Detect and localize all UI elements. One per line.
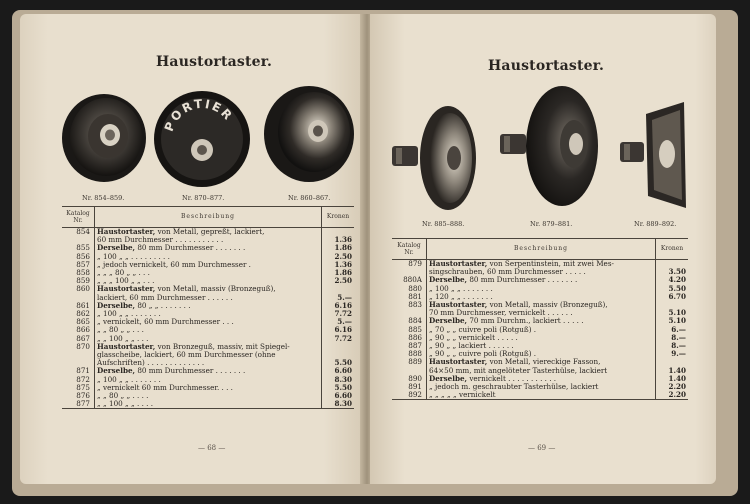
table-row [62, 367, 354, 375]
price: 4.20 [656, 276, 689, 284]
table-row [62, 277, 354, 285]
table-row [392, 268, 688, 276]
description: singschrauben, 60 mm Durchmesser . . . . . [429, 268, 586, 277]
table-row [392, 326, 688, 334]
lead-word: Derselbe, [97, 367, 136, 376]
catalog-number: 888 [392, 350, 427, 358]
table-row [392, 375, 688, 383]
table-row [392, 301, 688, 309]
portier-badge-text: PORTIER [161, 96, 236, 134]
left-page-number: — 68 — [198, 444, 226, 452]
caption-854: Nr. 854–859. [82, 194, 125, 202]
catalog-number: 859 [62, 277, 95, 285]
price [322, 343, 355, 351]
catalog-number: 862 [62, 310, 95, 318]
catalog-number: 877 [62, 400, 95, 409]
catalog-number: 889 [392, 358, 427, 366]
catalog-number: 860 [62, 285, 95, 293]
description: „ „ 100 „ „ . . . . [95, 400, 322, 409]
lead-word: Haustortaster, [429, 301, 488, 310]
price: 8.— [656, 334, 689, 342]
table-row [392, 342, 688, 350]
description: Haustortaster, von Metall, massiv (Bronzeguß), [429, 301, 608, 310]
catalog-number: 866 [62, 326, 95, 334]
table-row [392, 334, 688, 342]
price: 5.— [322, 318, 355, 326]
table-row [62, 269, 354, 277]
table-row [392, 350, 688, 358]
catalog-number: 875 [62, 384, 95, 392]
table-row [392, 293, 688, 301]
description: „ vernickelt, 60 mm Durchmesser . . . [97, 318, 234, 327]
description: „ „ 80 „ „ . . . [97, 326, 144, 335]
table-row [62, 335, 354, 343]
table-row [62, 392, 354, 400]
left-page-title: Haustortaster. [156, 54, 273, 70]
price: 6.60 [322, 392, 355, 400]
price: 2.20 [656, 383, 689, 391]
price: 1.40 [656, 367, 689, 375]
catalog-number: 886 [392, 334, 427, 342]
description: 70 mm Durchmesser, vernickelt . . . . . . [429, 309, 573, 318]
price: 8.30 [322, 400, 355, 409]
table-row [62, 376, 354, 384]
table-row [62, 400, 354, 409]
catalog-number: 872 [62, 376, 95, 384]
table-row [62, 294, 354, 302]
description: Haustortaster, von Metall, gepreßt, lackiert, [97, 227, 265, 236]
catalog-number: 891 [392, 383, 427, 391]
table-row [392, 309, 688, 317]
catalog-number: 858 [62, 269, 95, 277]
description: „ „ 80 „ „ . . . . [97, 392, 149, 401]
catalog-number: 871 [62, 367, 95, 375]
caption-870: Nr. 870–877. [182, 194, 225, 202]
right-catalog-table [392, 238, 688, 400]
description: „ „ 100 „ „ . . . [97, 334, 149, 343]
description: „ jedoch m. geschraubter Tasterhülse, lackiert [429, 383, 599, 392]
price: 6.16 [322, 302, 355, 310]
caption-860: Nr. 860–867. [288, 194, 331, 202]
table-row [62, 302, 354, 310]
description: 64×50 mm, mit angelöteter Tasterhülse, lackiert [429, 366, 608, 375]
table-row [62, 285, 354, 293]
catalog-number: 880A [392, 276, 427, 284]
description: „ „ „ 80 „ „ . . . [97, 269, 150, 278]
description: Haustortaster, von Serpentinstein, mit zwei Mes- [429, 259, 614, 268]
description: „ 70 „ „ cuivre poli (Rotguß) . [429, 325, 537, 334]
table-row [62, 310, 354, 318]
catalog-number: 861 [62, 302, 95, 310]
description: Derselbe, 80 mm Durchmesser . . . . . . . [97, 367, 246, 376]
price: 5.50 [322, 384, 355, 392]
description: „ „ „ „ „ vernickelt [427, 391, 656, 400]
catalog-number: 865 [62, 318, 95, 326]
description: lackiert, 60 mm Durchmesser . . . . . . [97, 293, 233, 302]
description: Derselbe, 80 mm Durchmesser . . . . . . . [97, 244, 246, 253]
lead-word: Haustortaster, [97, 227, 156, 236]
price: 5.50 [322, 359, 355, 367]
price: 3.50 [656, 268, 689, 276]
description: glasscheibe, lackiert, 60 mm Durchmesser (ohne [97, 351, 276, 360]
description: „ 100 „ „ . . . . . . . . . [97, 252, 170, 261]
catalog-number: 890 [392, 375, 427, 383]
catalog-number: 854 [62, 228, 95, 237]
table-row [392, 260, 688, 269]
catalog-number: 879 [392, 260, 427, 269]
price: 7.72 [322, 310, 355, 318]
table-row [62, 228, 354, 237]
description: Aufschriften) . . . . . . . . . . . . . [97, 359, 205, 368]
table-row [62, 359, 354, 367]
lead-word: Derselbe, [429, 374, 468, 383]
catalog-number: 885 [392, 326, 427, 334]
lead-word: Haustortaster, [429, 358, 488, 367]
lead-word: Derselbe, [429, 276, 468, 285]
price: 6.— [656, 326, 689, 334]
description: Derselbe, vernickelt . . . . . . . . . . . [429, 374, 557, 383]
description: „ 90 „ „ cuivre poli (Rotguß) . [429, 350, 537, 359]
lead-word: Haustortaster, [97, 285, 156, 294]
right-page-title: Haustortaster. [488, 58, 605, 74]
description: „ 100 „ „ . . . . . . . [97, 310, 161, 319]
caption-885: Nr. 885–888. [422, 220, 465, 228]
description: Derselbe, 80 „ „ . . . . . . . [97, 301, 191, 310]
description: Haustortaster, von Bronzeguß, massiv, mit Spiegel- [97, 342, 290, 351]
description: „ 90 „ „ lackiert . . . . . . [429, 342, 514, 351]
doorbell-image-889 [620, 100, 690, 216]
doorbell-image-860 [262, 84, 356, 184]
catalog-number: 887 [392, 342, 427, 350]
table-row [62, 244, 354, 252]
catalog-number: 883 [392, 301, 427, 309]
header-beschreibung: Beschreibung [427, 239, 656, 260]
caption-879: Nr. 879–881. [530, 220, 573, 228]
description: Derselbe, 70 mm Durchm., lackiert . . . . . [429, 317, 584, 326]
lead-word: Haustortaster, [97, 342, 156, 351]
description: 60 mm Durchmesser . . . . . . . . . . . [97, 236, 224, 245]
table-row [62, 253, 354, 261]
doorbell-image-870-portier [152, 90, 252, 188]
catalog-number: 870 [62, 343, 95, 351]
description: „ jedoch vernickelt, 60 mm Durchmesser . [97, 260, 251, 269]
table-row [62, 384, 354, 392]
table-row [62, 261, 354, 269]
lead-word: Haustortaster, [429, 259, 488, 268]
catalog-number: 884 [392, 317, 427, 325]
header-katalog-nr: Katalog Nr. [392, 239, 427, 260]
price: 8.30 [322, 376, 355, 384]
price: 6.16 [322, 326, 355, 334]
table-row [62, 343, 354, 351]
price: 2.20 [656, 391, 689, 400]
price: 1.40 [656, 375, 689, 383]
doorbell-image-885 [390, 102, 480, 214]
price: 2.50 [322, 277, 355, 285]
lead-word: Derselbe, [97, 244, 136, 253]
price: 1.86 [322, 269, 355, 277]
table-row [62, 326, 354, 334]
price: 2.50 [322, 253, 355, 261]
catalog-number: 856 [62, 253, 95, 261]
catalog-number: 880 [392, 285, 427, 293]
price: 7.72 [322, 335, 355, 343]
catalog-number: 855 [62, 244, 95, 252]
price: 1.36 [322, 261, 355, 269]
header-kronen: Kronen [322, 207, 355, 228]
price: 6.70 [656, 293, 689, 301]
price: 5.50 [656, 285, 689, 293]
doorbell-image-879 [500, 84, 600, 212]
table-row [392, 276, 688, 284]
description: „ vernickelt 60 mm Durchmesser. . . . [97, 383, 233, 392]
price: 1.36 [322, 236, 355, 244]
price: 9.— [656, 350, 689, 358]
table-row [392, 391, 688, 400]
table-row [62, 236, 354, 244]
description: Haustortaster, von Metall, massiv (Bronzeguß), [97, 285, 276, 294]
price: 5.— [322, 294, 355, 302]
table-row [62, 318, 354, 326]
description: „ 90 „ „ vernickelt . . . . . [429, 333, 518, 342]
description: Haustortaster, von Metall, viereckige Fasson, [429, 358, 601, 367]
description: „ „ „ 100 „ „ . . . [97, 277, 155, 286]
catalog-number: 857 [62, 261, 95, 269]
header-kronen: Kronen [656, 239, 689, 260]
table-row [392, 367, 688, 375]
table-row [62, 351, 354, 359]
catalog-number: 867 [62, 335, 95, 343]
table-row [392, 317, 688, 325]
lead-word: Derselbe, [97, 301, 136, 310]
doorbell-image-854 [60, 90, 148, 182]
left-catalog-table [62, 206, 354, 409]
price: 1.86 [322, 244, 355, 252]
catalog-number: 892 [392, 391, 427, 400]
price: 6.60 [322, 367, 355, 375]
price: 8.— [656, 342, 689, 350]
description: Derselbe, 80 mm Durchmesser . . . . . . . [429, 276, 578, 285]
description: „ 100 „ „ . . . . . . . [429, 284, 493, 293]
header-katalog-nr: Katalog Nr. [62, 207, 95, 228]
table-row [392, 358, 688, 366]
caption-889: Nr. 889–892. [634, 220, 677, 228]
description: „ 120 „ „ . . . . . . . [429, 292, 493, 301]
catalog-number: 881 [392, 293, 427, 301]
price: 5.10 [656, 317, 689, 325]
price: 5.10 [656, 309, 689, 317]
lead-word: Derselbe, [429, 317, 468, 326]
header-beschreibung: Beschreibung [95, 207, 322, 228]
description: „ 100 „ „ . . . . . . . [97, 375, 161, 384]
table-row [392, 285, 688, 293]
catalog-number: 876 [62, 392, 95, 400]
table-row [392, 383, 688, 391]
catalog-number [62, 351, 95, 359]
right-page-number: — 69 — [528, 444, 556, 452]
